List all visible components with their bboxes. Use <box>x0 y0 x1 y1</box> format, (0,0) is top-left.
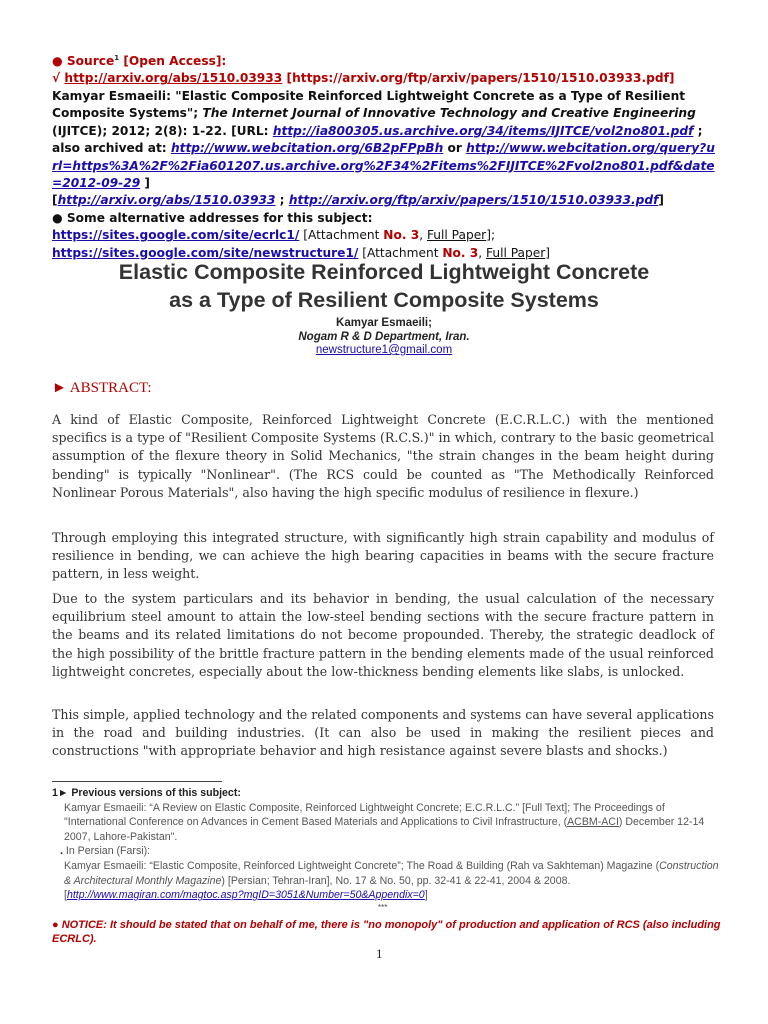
close-bracket: ] <box>140 175 150 190</box>
archive-link[interactable]: http://ia800305.us.archive.org/34/items/IJITCE/vol2no801.pdf <box>272 123 694 138</box>
footnote-entry-1 <box>52 801 722 845</box>
check-mark: √ <box>52 71 61 86</box>
site-link-ecrlc1[interactable]: https://sites.google.com/site/ecrlc1/ <box>52 228 300 243</box>
attachment-label: [Attachment <box>358 245 443 260</box>
notice-text: NOTICE: It should be stated that on behalf of me, there is "no monopoly" of production and application of RCS (also including ECRLC). <box>52 919 721 945</box>
abstract-paragraph-3: Due to the system particulars and its behavior in bending, the usual calculation of the necessary equilibrium steel amount to attain the low-steel bending sections with the secure fracture pattern in the beams and its related limitations do not become propounded. Thereby, the strategic deadlock of the high possibility of the brittle fracture pattern in the bending elements made of the usual reinforced lightweight concretes, especially about the low-thickness bending elements like slabs, is unlocked. <box>52 591 714 679</box>
footnote-entry-2 <box>52 859 722 903</box>
entry-2-details: ) [Persian; Tehran-Iran], No. 17 & No. 50, pp. 32-41 & 22-41, 2004 & 2008. [ <box>64 874 571 902</box>
page-number: 1 <box>376 946 383 961</box>
persian-label-line <box>52 844 722 859</box>
magiran-link[interactable]: http://www.magiran.com/magtoc.asp?mgID=3051&Number=50&Appendix=0 <box>66 889 425 902</box>
attachment-number: No. 3 <box>442 245 479 260</box>
source-label: Source <box>66 54 115 69</box>
abstract-paragraph-4: This simple, applied technology and the related components and systems can have several applications in the road and building industries. (It can also be used in making the resilient pieces and constructions "with appropriate behavior and high resistance against severe blasts and shocks.) <box>52 707 714 759</box>
abstract-heading: ► ABSTRACT: <box>52 380 152 396</box>
source-line <box>52 50 720 70</box>
notice <box>52 918 722 946</box>
full-paper-link[interactable]: Full Paper <box>486 245 546 260</box>
author-block <box>20 317 748 358</box>
alt-abs-link[interactable]: http://arxiv.org/abs/1510.03933 <box>57 193 276 208</box>
magazine-name: Construction & Architectural Monthly Magazine <box>64 859 719 887</box>
footnote-heading <box>52 786 722 801</box>
open-access-label: [Open Access]: <box>119 54 227 69</box>
attachment-label: [Attachment <box>299 228 384 243</box>
site-line-1 <box>52 227 720 244</box>
comma: , <box>419 228 427 243</box>
author-affiliation: Nogam R & D Department, Iran. <box>298 330 470 343</box>
or-text: or <box>443 141 467 156</box>
footnote-marker: 1► <box>52 787 69 799</box>
alt-arxiv-line <box>52 192 720 209</box>
comma: , <box>478 245 487 260</box>
footnote-title: Previous versions of this subject: <box>68 787 241 799</box>
tail: ] <box>545 245 551 260</box>
persian-dot: . <box>60 845 66 858</box>
entry-1-tail: ) December 12-14 2007, Lahore-Pakistan". <box>64 816 705 843</box>
open-bracket: [ <box>52 193 58 208</box>
entry-2-end: ] <box>424 889 428 902</box>
entry-2-text: Kamyar Esmaeili: “Elastic Composite, Reinforced Lightweight Concrete”; The Road & Building (Rah va Sakhteman) Magazine ( <box>64 859 660 872</box>
author-email[interactable]: newstructure1@gmail.com <box>315 344 453 356</box>
citation-author: Kamyar Esmaeili: <box>52 88 176 103</box>
webcite-link-2[interactable]: http://www.webcitation.org/query?url=https%3A%2F%2Fia601207.us.archive.org%2F34%2Fitems%2FIJITCE%2Fvol2no801.pdf&date=2012-09-29 <box>52 141 715 190</box>
source-block <box>52 50 720 262</box>
title-line-2: as a Type of Resilient Composite Systems <box>169 288 599 312</box>
alt-pdf-link[interactable]: http://arxiv.org/ftp/arxiv/papers/1510/1510.03933.pdf <box>288 193 659 208</box>
end-bracket: ] <box>658 193 664 208</box>
footnote-ref[interactable]: 1 <box>114 54 120 62</box>
arxiv-line <box>52 70 720 87</box>
title-line-1: Elastic Composite Reinforced Lightweight Concrete <box>118 260 650 284</box>
full-paper-link[interactable]: Full Paper <box>426 228 487 243</box>
sep: ; <box>275 193 289 208</box>
attachment-number: No. 3 <box>383 228 420 243</box>
persian-label: In Persian (Farsi): <box>65 845 151 858</box>
site-link-newstructure1[interactable]: https://sites.google.com/site/newstructure1/ <box>52 245 359 260</box>
bullet: ● <box>52 54 63 69</box>
entry-1-text: Kamyar Esmaeili: “A Review on Elastic Composite, Reinforced Lightweight Concrete; E.C.R.L.C.” [Full Text]; The Proceedings of "International Conference on Advances in Cement Based Materials and Applications to Civil Infrastructure, ( <box>64 801 665 829</box>
author-name: Kamyar Esmaeili; <box>336 317 432 329</box>
citation-title: "Elastic Composite Reinforced Lightweight Concrete as a Type of Resilient Composite Systems"; <box>52 88 686 121</box>
journal-name: The Internet Journal of Innovative Technology and Creative Engineering <box>202 106 696 121</box>
also-archived-text: ; also archived at: <box>52 123 703 156</box>
paper-title <box>20 258 748 314</box>
acbm-aci-link[interactable]: ACBM-ACI <box>567 816 619 829</box>
alt-heading: ● Some alternative addresses for this subject: <box>52 210 373 225</box>
arxiv-pdf-link[interactable]: [https://arxiv.org/ftp/arxiv/papers/1510/1510.03933.pdf] <box>286 71 675 86</box>
webcite-link-1[interactable]: http://www.webcitation.org/6B2pFPpBh <box>170 141 444 156</box>
notice-bullet: ● <box>52 919 62 931</box>
abstract-paragraph-2: Through employing this integrated structure, with significantly high strain capability and modulus of resilience in bending, we can achieve the high bearing capacities in beams with the secure fracture pattern, in less weight. <box>52 530 714 582</box>
tail: ]; <box>486 228 496 243</box>
arxiv-abs-link[interactable]: http://arxiv.org/abs/1510.03933 <box>64 71 283 86</box>
footnote-divider <box>52 781 222 782</box>
separator-stars: *** <box>378 903 388 912</box>
citation <box>52 88 720 192</box>
footnote <box>52 786 722 903</box>
abstract-paragraph-1: A kind of Elastic Composite, Reinforced Lightweight Concrete (E.C.R.L.C.) with the mentioned specifics is a type of "Resilient Composite Systems (R.C.S.)" in which, contrary to the basic geometrical assumption of the flexure theory in Solid Mechanics, "the strain changes in the beam height during bending" is typically "Nonlinear". (The RCS could be counted as "The Methodically Reinforced Nonlinear Porous Materials", also having the high specific modulus of resilience in flexure.) <box>52 412 714 500</box>
journal-details: (IJITCE); 2012; 2(8): 1-22. [URL: <box>52 123 273 138</box>
